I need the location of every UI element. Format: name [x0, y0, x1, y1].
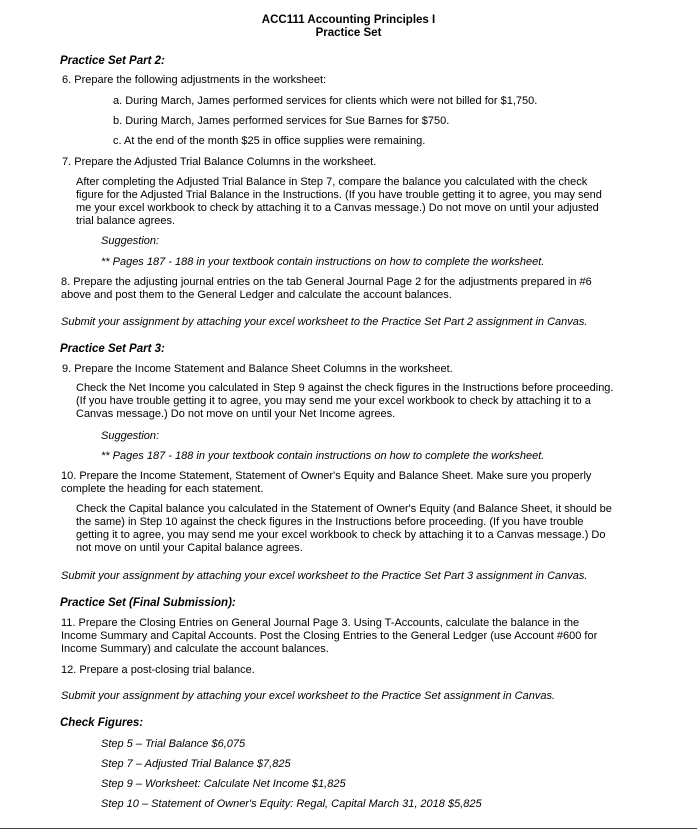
submit-instruction-final: Submit your assignment by attaching your excel worksheet to the Practice Set assignment in Canvas.	[61, 690, 556, 702]
step-11-line: Income Summary) and calculate the account balances.	[61, 643, 329, 655]
step-7: 7. Prepare the Adjusted Trial Balance Columns in the worksheet.	[62, 156, 377, 168]
suggestion-text: ** Pages 187 - 188 in your textbook contain instructions on how to complete the worksheet.	[101, 450, 545, 462]
section-heading-final: Practice Set (Final Submission):	[60, 597, 236, 609]
step-7-note-line: me your excel workbook to check by attaching it to a Canvas message.) Do not move on until your adjusted	[76, 202, 599, 214]
suggestion-label: Suggestion:	[101, 235, 160, 247]
step-7-note-line: trial balance agrees.	[76, 215, 176, 227]
step-7-note-line: figure for the Adjusted Trial Balance in the Instructions. (If you have trouble getting it to agree, you may send	[76, 189, 602, 201]
step-9-note-line: (If you have trouble getting it to agree, you may send me your excel workbook to check by attaching it to a	[76, 395, 591, 407]
check-figure-item: Step 9 – Worksheet: Calculate Net Income $1,825	[101, 778, 346, 790]
section-heading-part3: Practice Set Part 3:	[60, 343, 165, 355]
page-subtitle: Practice Set	[315, 27, 382, 39]
step-6a: a. During March, James performed services for clients which were not billed for $1,750.	[113, 95, 538, 107]
step-9-note-line: Check the Net Income you calculated in Step 9 against the check figures in the Instructions before proceeding.	[76, 382, 614, 394]
step-10-line: 10. Prepare the Income Statement, Statement of Owner's Equity and Balance Sheet. Make sure you properly	[61, 470, 592, 482]
page-title: ACC111 Accounting Principles I	[261, 14, 436, 26]
step-10-note-line: the same) in Step 10 against the check figures in the Instructions before proceeding. (If you have trouble	[76, 516, 584, 528]
step-8-line: above and post them to the General Ledger and calculate the account balances.	[61, 289, 452, 301]
submit-instruction-part2: Submit your assignment by attaching your excel worksheet to the Practice Set Part 2 assignment in Canvas.	[61, 316, 588, 328]
step-10-note-line: getting it to agree, you may send me your excel workbook to check by attaching it to a Canvas message.) Do	[76, 529, 606, 541]
suggestion-label: Suggestion:	[101, 430, 160, 442]
step-9-note-line: Canvas message.) Do not move on until your Net Income agrees.	[76, 408, 396, 420]
step-11-line: Income Summary and Capital Accounts. Post the Closing Entries to the General Ledger (use Account #600 for	[61, 630, 598, 642]
section-heading-part2: Practice Set Part 2:	[60, 55, 165, 67]
submit-instruction-part3: Submit your assignment by attaching your excel worksheet to the Practice Set Part 3 assignment in Canvas.	[61, 570, 588, 582]
step-11-line: 11. Prepare the Closing Entries on General Journal Page 3. Using T-Accounts, calculate the balance in the	[61, 617, 580, 629]
step-6: 6. Prepare the following adjustments in the worksheet:	[62, 74, 327, 86]
check-figure-item: Step 10 – Statement of Owner's Equity: Regal, Capital March 31, 2018 $5,825	[101, 798, 482, 810]
check-figure-item: Step 7 – Adjusted Trial Balance $7,825	[101, 758, 291, 770]
step-7-note-line: After completing the Adjusted Trial Balance in Step 7, compare the balance you calculated with the check	[76, 176, 588, 188]
step-10-note-line: Check the Capital balance you calculated in the Statement of Owner's Equity (and Balance Sheet, it should be	[76, 503, 612, 515]
step-10-note-line: not move on until your Capital balance agrees.	[76, 542, 303, 554]
step-10-line: complete the heading for each statement.	[61, 483, 264, 495]
step-9: 9. Prepare the Income Statement and Balance Sheet Columns in the worksheet.	[62, 363, 453, 375]
section-heading-check-figures: Check Figures:	[60, 717, 144, 729]
step-12: 12. Prepare a post-closing trial balance.	[61, 664, 255, 676]
page-bottom-divider	[0, 828, 697, 829]
step-6c: c. At the end of the month $25 in office supplies were remaining.	[113, 135, 426, 147]
check-figure-item: Step 5 – Trial Balance $6,075	[101, 738, 246, 750]
suggestion-text: ** Pages 187 - 188 in your textbook contain instructions on how to complete the worksheet.	[101, 256, 545, 268]
step-6b: b. During March, James performed services for Sue Barnes for $750.	[113, 115, 450, 127]
step-8-line: 8. Prepare the adjusting journal entries on the tab General Journal Page 2 for the adjustments prepared in #6	[61, 276, 592, 288]
